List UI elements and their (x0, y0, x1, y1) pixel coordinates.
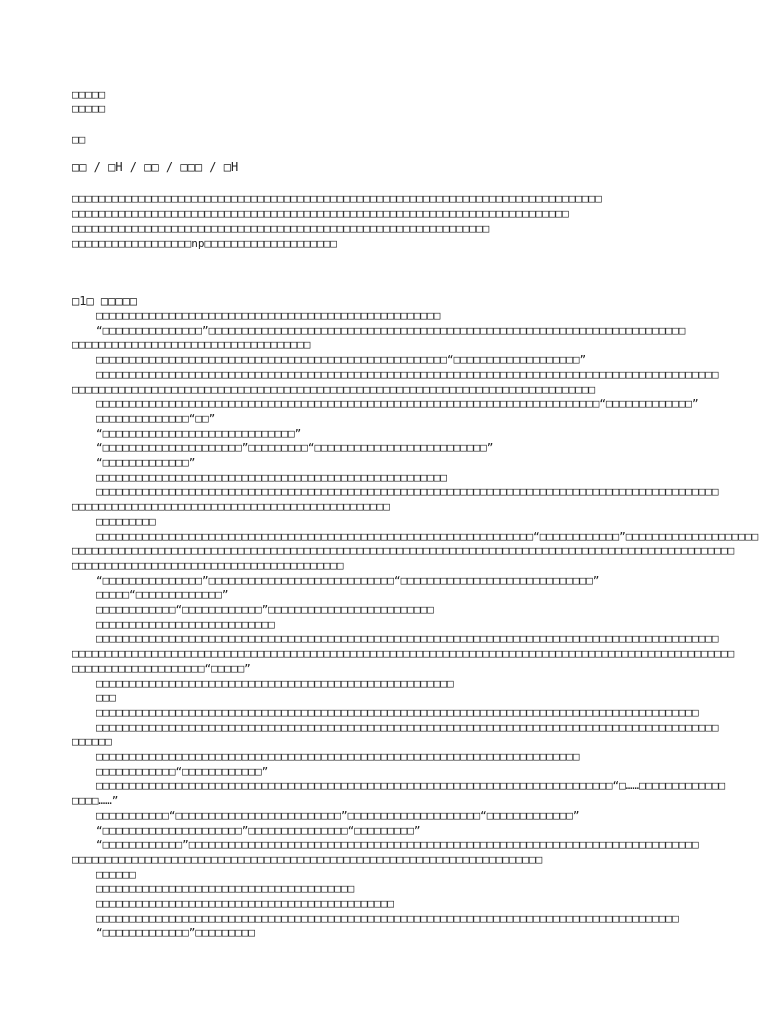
paragraph-line: □□□□□□□□□□□□□□□□□□□□□□□□□□□□□□□□□□□□□□□□□□□□□□□□□□□□□□□□□□□□□□□□□□□□□□□□□□□□□□□□□□□□□□□□□□□□□□ (96, 632, 719, 646)
paragraph-line: □□□□□□□□□□□□□□□□□□□□□□□□□□□□□□□□□□□□□□□□□□□□□□□□□□□□□□□□□□□□□□□□□□□□□□□□□□□□□□“□……□□□□□□□□□□□□□ (96, 779, 726, 793)
paragraph-line: □□□□□□□□□□□□□□□□□□□□□□□□□□□□□□□□□□□□□□□□□ (72, 558, 344, 572)
tag-path: □□ / □H / □□ / □□□ / □H (72, 160, 239, 174)
paragraph-line: □□□□□□□□□□□□“□□□□□□□□□□□□” (96, 764, 269, 778)
paragraph-line: □□□□□□□□□□□□□□□□□□□□□□□□□□□□□□□□□□□□□□□□□□□□□□□□□□□□□□□□□□□□□□□□□□□□□□□□□□□□“□□□□□□□□□□□□□” (96, 397, 699, 411)
paragraph-line: □□□□□□□□□□□□□□□□□□□□□□□□□□□□□□□□□□□□□□□□□□□□□□□□□□□□□□□□□□□□□□□□□□□□□□□□□□□□□□□□□□□□□□□□□□□□□□ (96, 367, 719, 381)
paragraph-line: □□□□……” (72, 794, 119, 808)
paragraph-line: “□□□□□□□□□□□□□□□□□□□□□□□□□□□□□” (96, 426, 302, 440)
paragraph-line: “□□□□□□□□□□□□□” (96, 456, 196, 469)
summary-line: □□□□□□□□□□□□□□□□□□□□□□□□□□□□□□□□□□□□□□□□□□□□□□□□□□□□□□□□□□□□□□□□□□□□□□□□□□□ (72, 207, 569, 220)
paragraph-line: □□□□□□□□□□□□□□□□□□□□□□□□□□□□□□□□□□□□□□□□□□□□□□□□□□□□□□□□□□□□□□□□□□□□□□□□□□□□□□□□□□□□□□□□□□□□□□ (96, 485, 719, 499)
paragraph-line: □□□□□□□□□□□□□□□□□□□□□□□□□□□□□□□□□□□□□□□□□□□□□□□□□□□□□□□□□□□□□□□□□□□□□□□□□ (96, 750, 580, 763)
paragraph-line: □□□□□□□□□□□“□□□□□□□□□□□□□□□□□□□□□□□□□”□□□□□□□□□□□□□□□□□□□□“□□□□□□□□□□□□□” (96, 808, 580, 822)
paragraph-line: □□□□□□□□□□□□□□□□□□□□“□□□□□” (72, 661, 251, 675)
paragraph-line: □□□□□“□□□□□□□□□□□□□” (96, 588, 229, 602)
paragraph-line: □□□□□□□□□□□□□□□□□□□□□□□□□□□□□□□□□□□□□□□□□□□□□□□□□□□□□□□□□□□□□□□□□□□□□□□□□□□□□□□□□□□□□□□□□□□□□□□□□□□□ (72, 544, 735, 558)
paragraph-line: □□□□□□□□□□□□□□□□□□□□□□□□□□□□□□□□□□□□□□□□□□□□□□□□□□□□□□□□□□□□□□□□□□□□□□□□□□□□□□□□□□□□□□□□□□□□□□ (96, 720, 719, 734)
paragraph-line: “□□□□□□□□□□□□□□□”□□□□□□□□□□□□□□□□□□□□□□□□□□□□“□□□□□□□□□□□□□□□□□□□□□□□□□□□□□” (96, 573, 600, 587)
paragraph-line: □□□ (96, 691, 116, 705)
title-line-1: □□□□□ (72, 88, 106, 101)
paragraph-line: □□□□□□□□□ (96, 514, 156, 528)
summary-line: □□□□□□□□□□□□□□□□□□□□□□□□□□□□□□□□□□□□□□□□□□□□□□□□□□□□□□□□□□□□□□□ (72, 222, 490, 235)
paragraph-line: □□□□□□□□□□□□□□□□□□□□□□□□□□□□□□□□□□□□□□□□□□□□□ (96, 897, 395, 910)
paragraph-line: □□□□□□□□□□□□□□□□□□□□□□□□□□□□□□□□□□□□□□□□□□□□□□□□□□□□□□□□□□□□□□□□□□“□□□□□□□□□□□□”□□□□□□□□□□□□□□□□□□□□ (96, 529, 759, 543)
paragraph-line: □□□□□□□□□□□□□□□□□□□□□□□□□□□□□□□□□□□□□□□□□□□□□□□□□□□□□□□□□□□□□□□□□□□□□□□ (72, 852, 543, 866)
paragraph-line: □□□□□□ (72, 735, 112, 749)
paragraph-line: □□□□□□□□□□□□□□□□□□□□□□□□□□□□□□□□□□□□□□□ (96, 882, 355, 896)
chapter-heading: □1□ □□□□□ (72, 294, 138, 308)
author-name: □□ (72, 133, 86, 146)
summary-line: □□□□□□□□□□□□□□□□□□□□□□□□□□□□□□□□□□□□□□□□□□□□□□□□□□□□□□□□□□□□□□□□□□□□□□□□□□□□□□□□ (72, 192, 602, 205)
paragraph-line: “□□□□□□□□□□□□□□□”□□□□□□□□□□□□□□□□□□□□□□□□□□□□□□□□□□□□□□□□□□□□□□□□□□□□□□□□□□□□□□□□□□□□□□□□ (96, 323, 686, 337)
title-line-2: □□□□□ (72, 102, 106, 115)
paragraph-line: □□□□□□□□□□□□□□□□□□□□□□□□□□□□□□□□□□□□□□□□□□□□□□□□ (72, 500, 390, 514)
paragraph-line: “□□□□□□□□□□□□□□□□□□□□□”□□□□□□□□□□□□□□□“□□□□□□□□□” (96, 823, 421, 837)
paragraph-line: □□□□□□□□□□□□□□□□□□□□□□□□□□□□□□□□□□□□□□□□□□□□□□□□□□□□□□□□□□□□□□□□□□□□□□□□□□□□□□□ (72, 382, 596, 396)
paragraph-line: □□□□□□□□□□□□□□□□□□□□□□□□□□□□□□□□□□□□ (72, 338, 311, 352)
summary-line: □□□□□□□□□□□□□□□□□□np□□□□□□□□□□□□□□□□□□□□ (72, 237, 337, 250)
paragraph-line: □□□□□□□□□□□□□□□□□□□□□□□□□□□ (96, 617, 275, 631)
paragraph-line: □□□□□□□□□□□□□□□□□□□□□□□□□□□□□□□□□□□□□□□□□□□□□□□□□□□□□□ (96, 676, 454, 690)
paragraph-line: □□□□□□□□□□□□□□□□□□□□□□□□□□□□□□□□□□□□□□□□□□□□□□□□□□□□□“□□□□□□□□□□□□□□□□□□□” (96, 353, 587, 367)
paragraph-line: □□□□□□□□□□□□□□□□□□□□□□□□□□□□□□□□□□□□□□□□□□□□□□□□□□□□□ (96, 470, 447, 484)
paragraph-line: □□□□□□□□□□□□□□□□□□□□□□□□□□□□□□□□□□□□□□□□□□□□□□□□□□□□□□□□□□□□□□□□□□□□□□□□□□□□□□□□□□□□□□□□□□□□□□□□□□□□ (72, 647, 735, 661)
paragraph-line: □□□□□□□□□□□□□□□□□□□□□□□□□□□□□□□□□□□□□□□□□□□□□□□□□□□□ (96, 309, 441, 322)
paragraph-line: “□□□□□□□□□□□□”□□□□□□□□□□□□□□□□□□□□□□□□□□□□□□□□□□□□□□□□□□□□□□□□□□□□□□□□□□□□□□□□□□□□□□□□□□□□□ (96, 838, 699, 852)
paragraph-line: □□□□□□□□□□□□□□“□□” (96, 411, 216, 425)
paragraph-line: □□□□□□□□□□□□□□□□□□□□□□□□□□□□□□□□□□□□□□□□□□□□□□□□□□□□□□□□□□□□□□□□□□□□□□□□□□□□□□□□□□□□□□□□ (96, 911, 679, 925)
paragraph-line: □□□□□□ (96, 867, 136, 881)
paragraph-line: □□□□□□□□□□□□“□□□□□□□□□□□□”□□□□□□□□□□□□□□□□□□□□□□□□□ (96, 603, 434, 616)
paragraph-line: “□□□□□□□□□□□□□□□□□□□□□”□□□□□□□□□“□□□□□□□□□□□□□□□□□□□□□□□□□□” (96, 441, 494, 455)
paragraph-line: “□□□□□□□□□□□□□”□□□□□□□□□ (96, 926, 255, 940)
paragraph-line: □□□□□□□□□□□□□□□□□□□□□□□□□□□□□□□□□□□□□□□□□□□□□□□□□□□□□□□□□□□□□□□□□□□□□□□□□□□□□□□□□□□□□□□□□□□ (96, 705, 699, 719)
